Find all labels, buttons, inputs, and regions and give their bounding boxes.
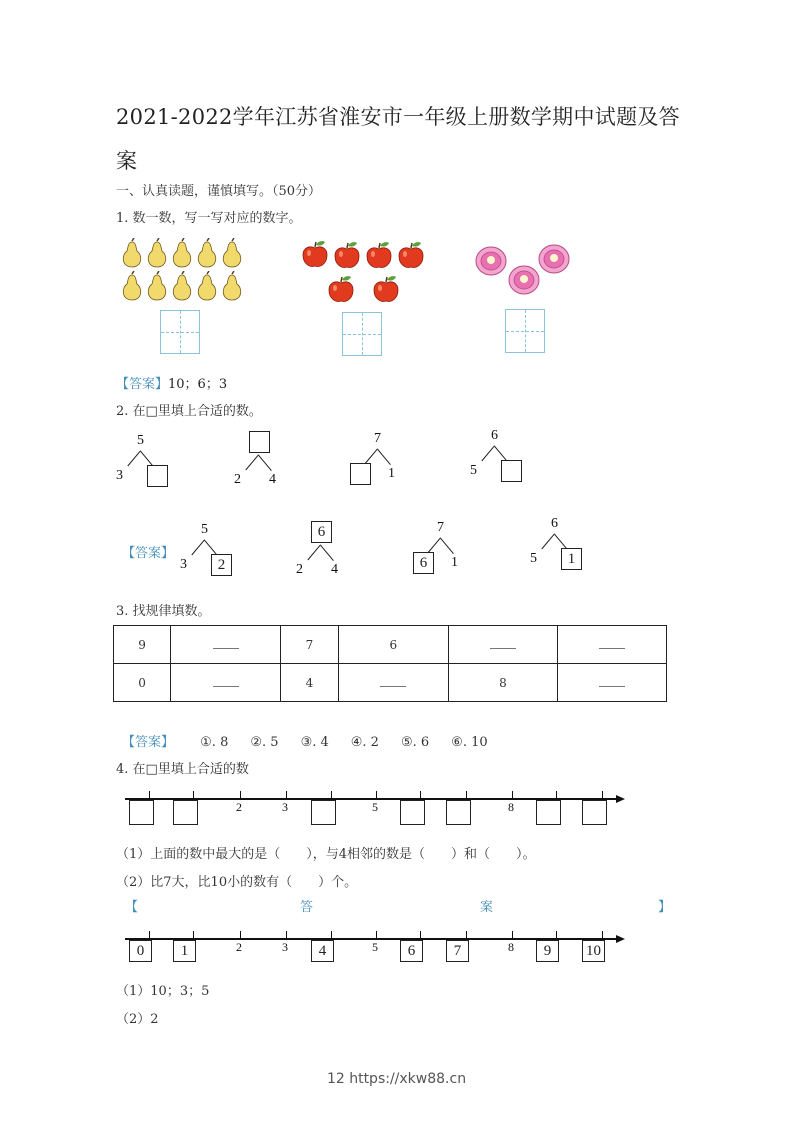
page-title: 2021-2022学年江苏省淮安市一年级上册数学期中试题及答案 [116,105,680,173]
pear-icon [171,238,193,268]
right-box[interactable]: 1 [561,548,582,570]
tick-mark [240,791,241,799]
tick-mark [466,791,467,799]
tick-label: 5 [372,940,378,954]
q2-prompt: 2. 在□里填上合适的数。 [116,404,262,419]
pear-icon [196,271,218,301]
section-heading: 一、认真读题，谨慎填写。（50分） [116,184,322,199]
q1-answer [116,373,227,392]
tick-mark [556,791,557,799]
answer-item: ②. 5 [250,735,279,750]
answer-item: ④. 2 [350,735,379,750]
q4-answer-sub1: （1）10；3；5 [116,984,210,999]
number-box[interactable]: 6 [400,940,423,962]
right-number: 4 [269,472,276,487]
tick-mark [556,931,557,939]
number-box[interactable]: 0 [129,940,152,962]
q4-answer-sub2: （2）2 [116,1012,159,1027]
top-number: 7 [374,431,381,446]
branch-line [307,544,321,560]
flower-icon [538,244,570,274]
answer-bracket-close: 】 [658,900,672,915]
page-footer: 12 https://xkw88.cn [326,1071,467,1087]
blank-cell[interactable] [171,664,281,702]
pattern-table [113,625,667,702]
tick-label: 3 [282,800,288,814]
q3-answer [122,731,488,750]
blank-line [490,638,516,649]
left-box[interactable] [350,463,371,485]
tick-mark [331,931,332,939]
value-cell: 9 [114,626,171,664]
value-cell: 0 [114,664,171,702]
top-box[interactable] [249,431,270,453]
right-number: 1 [451,555,458,570]
right-box[interactable] [147,465,168,487]
branch-line [440,538,454,554]
tick-label: 8 [508,940,514,954]
blank-cell[interactable] [558,664,667,702]
apple-icon [372,274,400,304]
blank-cell[interactable] [339,664,449,702]
top-number: 7 [437,520,444,535]
tick-mark [420,931,421,939]
answer-char: 案 [480,900,494,915]
right-number: 4 [331,562,338,577]
tick-label: 3 [282,940,288,954]
number-box[interactable] [582,800,607,825]
flower-icon [475,246,507,276]
q4-sub2: （2）比7大，比10小的数有（ ）个。 [116,875,358,890]
q4-prompt: 4. 在□里填上合适的数 [116,762,249,777]
number-box[interactable] [536,800,561,825]
blank-line [213,676,239,687]
pear-icon [121,271,143,301]
blank-line [213,638,239,649]
tick-mark [240,931,241,939]
q4-sub1: （1）上面的数中最大的是（ ），与4相邻的数是（ ）和（ ）。 [116,847,536,862]
left-number: 2 [296,562,303,577]
answer-item: ⑥. 10 [451,735,488,750]
tick-mark [193,791,194,799]
answer-label: 【答案】 [116,377,169,392]
apple-icon [333,240,361,270]
number-box[interactable] [173,800,198,825]
right-number: 1 [388,466,395,481]
top-number: 6 [551,516,558,531]
tick-mark [286,791,287,799]
left-number: 3 [116,468,123,483]
pear-icon [146,238,168,268]
q3-prompt: 3. 找规律填数。 [116,604,211,619]
tick-mark [420,791,421,799]
answer-grid-box[interactable] [160,310,200,354]
answer-bracket-open: 【 [125,900,139,915]
blank-cell[interactable] [448,626,558,664]
apple-icon [301,239,329,269]
answer-item: ③. 4 [300,735,329,750]
number-box[interactable]: 10 [582,940,605,962]
tick-label: 2 [236,800,242,814]
branch-line [364,448,378,464]
apple-icon [327,274,355,304]
answer-grid-box[interactable] [342,312,382,356]
value-cell: 6 [339,626,449,664]
blank-line [599,638,625,649]
left-number: 3 [180,557,187,572]
answer-grid-box[interactable] [505,309,545,353]
top-number: 5 [201,522,208,537]
q1-prompt: 1. 数一数，写一写对应的数字。 [116,211,302,226]
number-box[interactable] [129,800,154,825]
tick-mark [331,791,332,799]
left-box[interactable]: 6 [413,552,434,574]
pear-icon [221,238,243,268]
number-box[interactable]: 7 [446,940,469,962]
value-cell: 4 [280,664,338,702]
tick-mark [376,791,377,799]
arrow-icon [616,935,625,943]
tick-mark [466,931,467,939]
pear-icon [171,271,193,301]
number-box[interactable]: 1 [173,940,196,962]
tick-label: 8 [508,800,514,814]
number-box[interactable] [400,800,425,825]
branch-line [320,545,334,561]
top-number: 5 [137,433,144,448]
branch-line [427,537,441,553]
tick-mark [602,791,603,799]
left-number: 5 [470,463,477,478]
arrow-icon [616,795,625,803]
tick-mark [602,931,603,939]
branch-line [541,533,555,549]
apple-icon [365,240,393,270]
top-box[interactable]: 6 [311,521,332,543]
blank-line [599,676,625,687]
number-box[interactable]: 4 [311,940,334,962]
tick-mark [149,931,150,939]
answer-item: ①. 8 [200,735,229,750]
branch-line [377,449,391,465]
number-box[interactable]: 9 [536,940,559,962]
answer-label: 【答案】 [122,735,175,750]
answer-char: 答 [300,900,314,915]
branch-line [245,454,259,470]
branch-line [481,445,495,461]
table-row [114,664,667,702]
blank-line [380,676,406,687]
tick-mark [193,931,194,939]
flower-icon [508,265,540,295]
left-number: 2 [234,472,241,487]
tick-mark [149,791,150,799]
table-row [114,626,667,664]
blank-cell[interactable] [558,626,667,664]
branch-line [191,539,205,555]
left-number: 5 [530,551,537,566]
number-box[interactable] [311,800,336,825]
value-cell: 7 [280,626,338,664]
branch-line [127,450,141,466]
pear-icon [146,271,168,301]
blank-cell[interactable] [171,626,281,664]
pear-icon [121,238,143,268]
answer-label: 【答案】 [122,546,175,561]
tick-mark [376,931,377,939]
apple-icon [397,240,425,270]
tick-mark [512,931,513,939]
pear-icon [221,271,243,301]
tick-mark [512,791,513,799]
answer-item: ⑤. 6 [400,735,430,750]
pear-icon [196,238,218,268]
q1-answer-text: 10；6；3 [168,377,228,392]
tick-mark [286,931,287,939]
branch-line [258,455,272,471]
tick-label: 2 [236,940,242,954]
right-box[interactable]: 2 [211,554,232,576]
value-cell: 8 [448,664,558,702]
top-number: 6 [491,428,498,443]
number-box[interactable] [446,800,471,825]
tick-label: 5 [372,800,378,814]
right-box[interactable] [501,460,522,482]
